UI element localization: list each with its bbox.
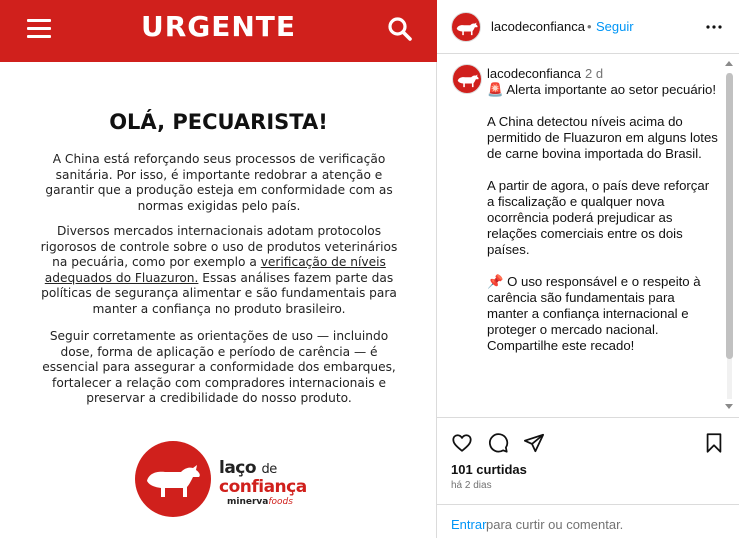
paragraph-3: Seguir corretamente as orientações de uso — incluindo dose, forma de aplicação e período de carência — é essencial para assegurar a conformidade dos embarques, fortalecer a relação com compradores internacionais e preservar a credibilidade do nosso produto. <box>42 329 396 406</box>
bull-icon <box>453 65 482 94</box>
bull-icon <box>135 441 211 517</box>
scrollbar[interactable] <box>724 59 734 413</box>
post-actions <box>437 417 739 537</box>
share-icon[interactable] <box>523 432 545 454</box>
scroll-thumb[interactable] <box>726 73 733 359</box>
paragraph-2-start: Diversos mercados internacionais adotam protocolos rigorosos de controle sobre o uso de produtos veterinários na pecuária, como por exemplo a <box>40 224 398 270</box>
avatar[interactable] <box>452 64 482 94</box>
post-sidebar <box>437 0 739 538</box>
logo-circle <box>135 441 211 517</box>
caption-area <box>437 55 739 417</box>
search-icon <box>386 15 414 43</box>
follow-button[interactable]: Seguir <box>596 19 634 34</box>
post-time-ago[interactable]: há 2 dias <box>451 480 492 491</box>
laco-de-confianca-logo <box>135 441 315 517</box>
more-icon[interactable] <box>705 18 723 36</box>
heart-icon[interactable] <box>451 432 473 454</box>
likes-count[interactable]: 101 curtidas <box>451 462 527 477</box>
paragraph-2-end: Essas análises fazem parte das políticas de segurança alimentar e são fundamentais para manter a confiança no produto brasileiro. <box>41 270 397 316</box>
logo-line-2: confiança <box>219 477 307 497</box>
greeting-heading: OLÁ, PECUARISTA! <box>109 110 328 134</box>
paragraph-1: A China está reforçando seus processos de verificação sanitária. Por isso, é importante redobrar a atenção e garantir que a produção esteja em conformidade com as normas exigidas pelo país. <box>45 152 393 213</box>
post-header <box>437 0 739 54</box>
paragraph-2-underlined: verificação de níveis adequados do Fluazuron. <box>44 255 386 285</box>
caption-time[interactable]: 2 d <box>585 66 604 81</box>
comment-bar <box>437 504 739 538</box>
caption-text: 🚨 Alerta importante ao setor pecuário! A China detectou níveis acima do permitido de Fluazuron em alguns lotes de carne bovina importada do Brasil. A partir de agora, o país deve reforçar a fiscalização e qualquer nova ocorrência poderá prejudicar as relações comerciais entre os dois países. 📌 O uso responsável e o respeito à carência são fundamentais para manter a confiança internacional e proteger o mercado nacional. Compartilhe este recado! <box>487 82 718 353</box>
bookmark-icon[interactable] <box>703 432 725 454</box>
banner-title: URGENTE <box>140 10 297 43</box>
scroll-up-arrow-icon[interactable] <box>725 61 733 66</box>
logo-line-1: laço de <box>219 458 277 478</box>
comment-icon[interactable] <box>487 432 509 454</box>
urgent-banner <box>0 0 437 62</box>
logo-line-3: minervafoods <box>227 497 293 507</box>
login-link[interactable]: Entrar <box>451 517 487 532</box>
bull-icon <box>452 13 481 42</box>
caption-username[interactable]: lacodeconfianca <box>487 66 581 81</box>
scroll-down-arrow-icon[interactable] <box>725 404 733 409</box>
separator-dot: • <box>587 19 592 34</box>
comment-prompt: para curtir ou comentar. <box>486 517 624 532</box>
avatar[interactable] <box>451 12 481 42</box>
header-username[interactable]: lacodeconfianca <box>491 19 585 34</box>
paragraph-2 <box>38 224 400 318</box>
